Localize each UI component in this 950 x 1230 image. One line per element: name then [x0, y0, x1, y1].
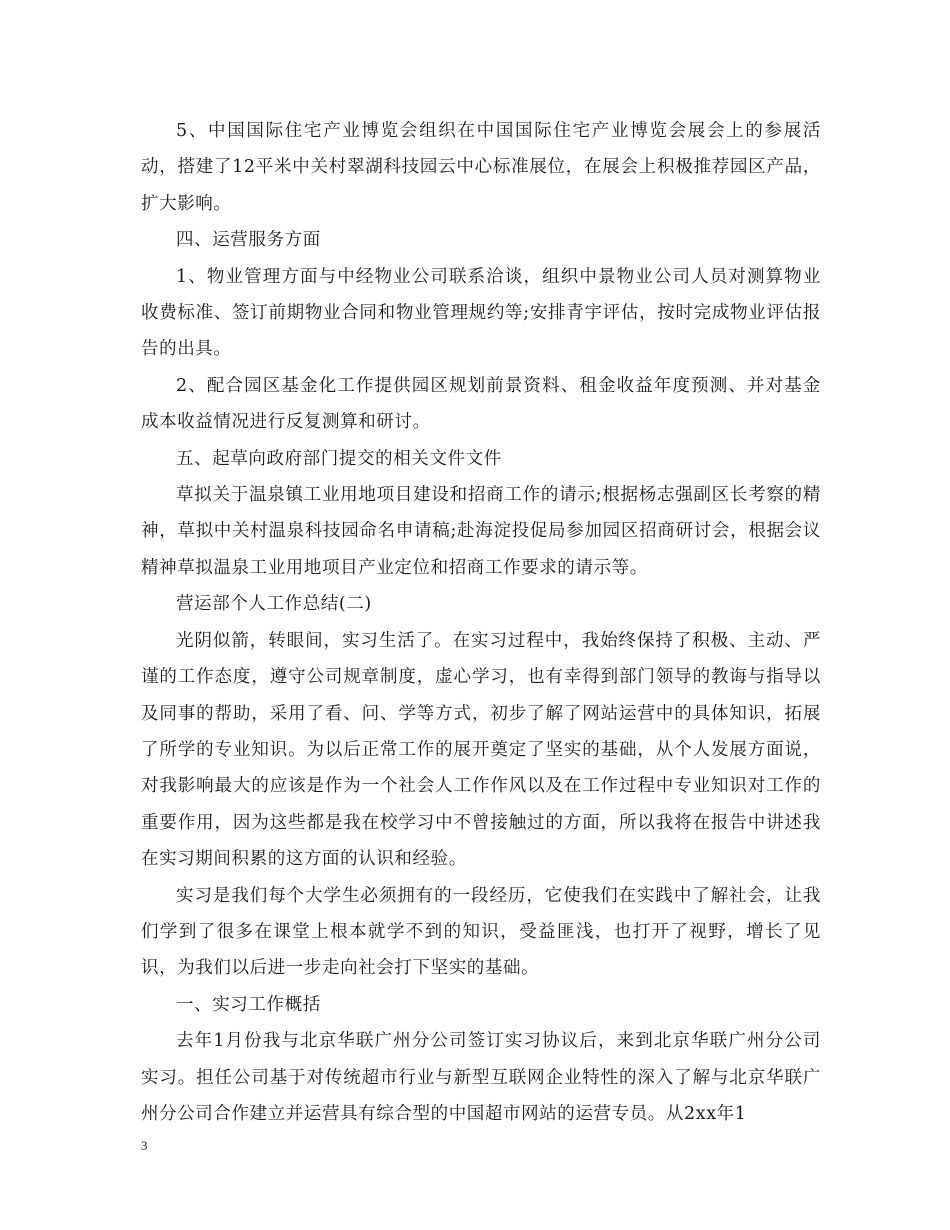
heading-internship-overview: 一、实习工作概括: [176, 994, 321, 1015]
heading-summary-two: 营运部个人工作总结(二): [176, 594, 372, 615]
paragraph-internship-details: 去年1月份我与北京华联广州分公司签订实习协议后，来到北京华联广州分公司实习。担任公司基于对传统超市行业与新型互联网企业特性的深入了解与北京华联广州分公司合作建立并运营具有综合型的中国超市网站的运营专员。从2xx年1: [141, 1031, 821, 1124]
heading-operations-service: 四、运营服务方面: [176, 230, 321, 251]
paragraph-property-management: 1、物业管理方面与中经物业公司联系洽谈，组织中景物业公司人员对测算物业收费标准、签订前期物业合同和物业管理规约等;安排青宇评估，按时完成物业评估报告的出具。: [141, 266, 821, 360]
paragraph-expo: 5、中国国际住宅产业博览会组织在中国国际住宅产业博览会展会上的参展活动，搭建了12平米中关村翠湖科技园云中心标准展位，在展会上积极推荐园区产品，扩大影响。: [141, 121, 821, 214]
heading-government-documents: 五、起草向政府部门提交的相关文件文件: [176, 448, 502, 469]
page-number: 3: [141, 1138, 148, 1153]
paragraph-fund: 2、配合园区基金化工作提供园区规划前景资料、租金收益年度预测、并对基金成本收益情况进行反复测算和研讨。: [141, 375, 821, 433]
paragraph-internship-intro: 光阴似箭，转眼间，实习生活了。在实习过程中，我始终保持了积极、主动、严谨的工作态度，遵守公司规章制度，虚心学习，也有幸得到部门领导的教诲与指导以及同事的帮助，采用了看、问、学等方式，初步了解了网站运营中的具体知识，拓展了所学的专业知识。为以后正常工作的展开奠定了坚实的基础，从个人发展方面说，对我影响最大的应该是作为一个社会人工作作风以及在工作过程中专业知识对工作的重要作用，因为这些都是我在校学习中不曾接触过的方面，所以我将在报告中讲述我在实习期间积累的这方面的认识和经验。: [141, 630, 821, 870]
paragraph-drafting: 草拟关于温泉镇工业用地项目建设和招商工作的请示;根据杨志强副区长考察的精神，草拟中关村温泉科技园命名申请稿;赴海淀投促局参加园区招商研讨会，根据会议精神草拟温泉工业用地项目产业定位和招商工作要求的请示等。: [141, 485, 821, 578]
document-body: [141, 113, 821, 1132]
paragraph-internship-value: 实习是我们每个大学生必须拥有的一段经历，它使我们在实践中了解社会，让我们学到了很多在课堂上根本就学不到的知识，受益匪浅，也打开了视野，增长了见识，为我们以后进一步走向社会打下坚实的基础。: [141, 885, 821, 979]
